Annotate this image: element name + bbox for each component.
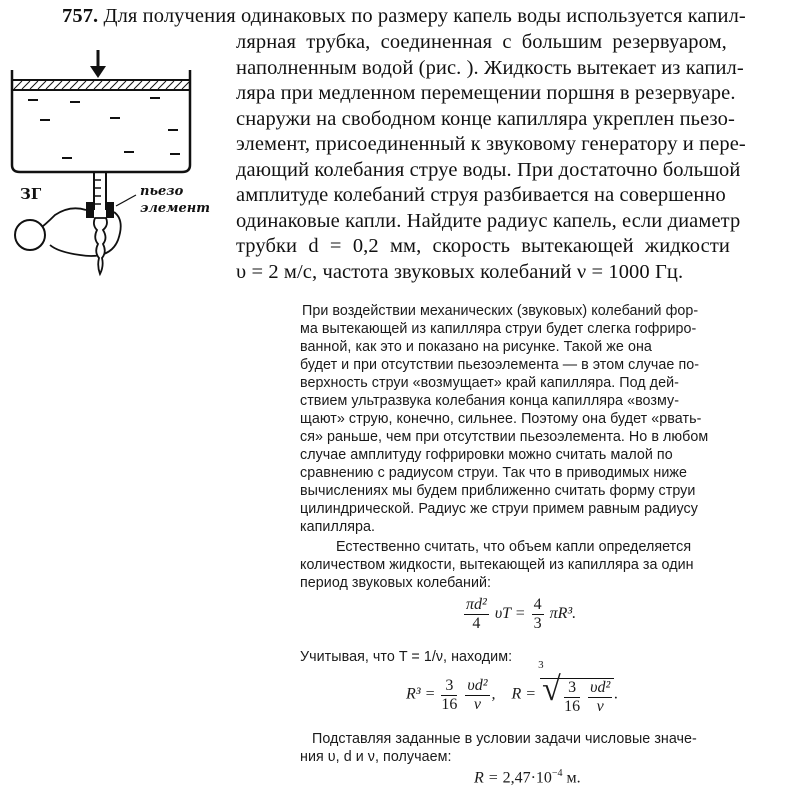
problem-line-8: амплитуде колебаний струя разбивается на совершенно — [236, 184, 726, 206]
problem-line-2: лярная трубка, соединенная с большим резервуаром, — [236, 31, 727, 53]
radical-sign-icon: √ — [542, 671, 561, 708]
result-formula: $R = 2,47\cdot 10^{-4}$ м. — [474, 768, 581, 787]
fraction-3-over-16-b: $\frac{3}{16}$ — [564, 679, 581, 715]
fraction-vd2-over-nu-b: $\frac{\text{υd²}}{\nu}$ — [590, 679, 611, 715]
fraction-pi-d2-over-4: $\frac{\text{πd²}}{4}$ — [466, 596, 487, 632]
problem-line-3: наполненным водой (рис. ). Жидкость вытекает из капил- — [236, 57, 744, 79]
solution-text — [296, 302, 786, 791]
fraction-vd2-over-nu-a: $\frac{\text{υd²}}{\nu}$ — [467, 676, 488, 713]
problem-line-7: дающий колебания струе воды. При достаточно большой — [236, 159, 741, 181]
given-line: Учитывая, что T = 1/ν, находим: — [300, 649, 513, 665]
problem-line-10: трубки d = 0,2 мм, скорость вытекающей жидкости — [236, 235, 730, 257]
solution-line-14: Естественно считать, что объем капли определяется — [336, 539, 692, 555]
problem-line-1: 757. Для получения одинаковых по размеру капель воды используется капил- — [62, 5, 746, 27]
problem-line-4: ляра при медленном перемещении поршня в резервуаре. — [236, 82, 736, 104]
reservoir-diagram — [0, 40, 225, 280]
fraction-4-over-3: $\frac{4}{3}$ — [533, 596, 542, 632]
subst-line-2: ния υ, d и ν, получаем: — [300, 749, 452, 765]
problem-line-5: снаружи на свободном конце капилляра укреплен пьезо- — [236, 108, 735, 130]
solution-line-8: ся» раньше, чем при отсутствии пьезоэлемента. Но в любом — [300, 429, 709, 445]
solution-line-3: ванной, как это и показано на рисунке. Такой же она — [300, 339, 652, 355]
problem-number: 757. — [62, 5, 99, 27]
solution-line-6: ствием ультразвука колебания конца капилляра «возму- — [300, 393, 680, 409]
solution-line-16: период звуковых колебаний: — [300, 575, 492, 591]
formula-radius: R³ = $\frac{3}{16}$ $\frac{\text{υd²}}{\nu}$ , R = 3 √ $\frac{3}{16}$ $\frac{\text{υd²}}{\nu}$ . — [406, 659, 619, 715]
piezo-label-line1: пьезо — [140, 184, 184, 199]
solution-line-4: будет и при отсутствии пьезоэлемента — в этом случае по- — [300, 357, 700, 373]
piezo-label-line2: элемент — [140, 201, 211, 216]
solution-line-10: сравнению с радиусом струи. Так что в приводимых ниже — [300, 465, 687, 481]
solution-line-11: вычислениях мы будем приближенно считать форму струи — [300, 483, 696, 499]
solution-line-13: капилляра. — [300, 519, 376, 535]
root-index: 3 — [538, 659, 544, 671]
solution-line-5: верхность струи «возмущает» край капилляра. Под дей- — [300, 375, 679, 391]
solution-line-7: щают» струю, конечно, сильнее. Поэтому она будет «рвать- — [300, 411, 702, 427]
problem-line-9: одинаковые капли. Найдите радиус капель, если диаметр — [236, 210, 741, 232]
solution-line-9: случае амплитуду гофрировки можно считать малой по — [300, 447, 673, 463]
generator-label: ЗГ — [20, 185, 42, 203]
solution-line-15: количеством жидкости, вытекающей из капилляра за один — [300, 557, 694, 573]
cube-root — [538, 659, 614, 716]
solution-line-2: ма вытекающей из капилляра струи будет слегка гофриро- — [300, 321, 697, 337]
solution-line-1: При воздействии механических (звуковых) колебаний фор- — [302, 303, 699, 319]
formula-volume: $\frac{\text{πd²}}{4}$ υT = $\frac{4}{3}$ πR³. — [466, 596, 577, 632]
fraction-3-over-16-a: $\frac{3}{16}$ — [441, 676, 458, 713]
solution-line-12: цилиндрической. Радиус же струи примем равным радиусу — [300, 501, 698, 517]
problem-line-11: υ = 2 м/с, частота звуковых колебаний ν = 1000 Гц. — [236, 261, 684, 283]
subst-line-1: Подставляя заданные в условии задачи числовые значе- — [312, 731, 697, 747]
problem-line-6: элемент, присоединенный к звуковому генератору и пере- — [236, 133, 746, 155]
apparatus-figure — [0, 40, 225, 280]
